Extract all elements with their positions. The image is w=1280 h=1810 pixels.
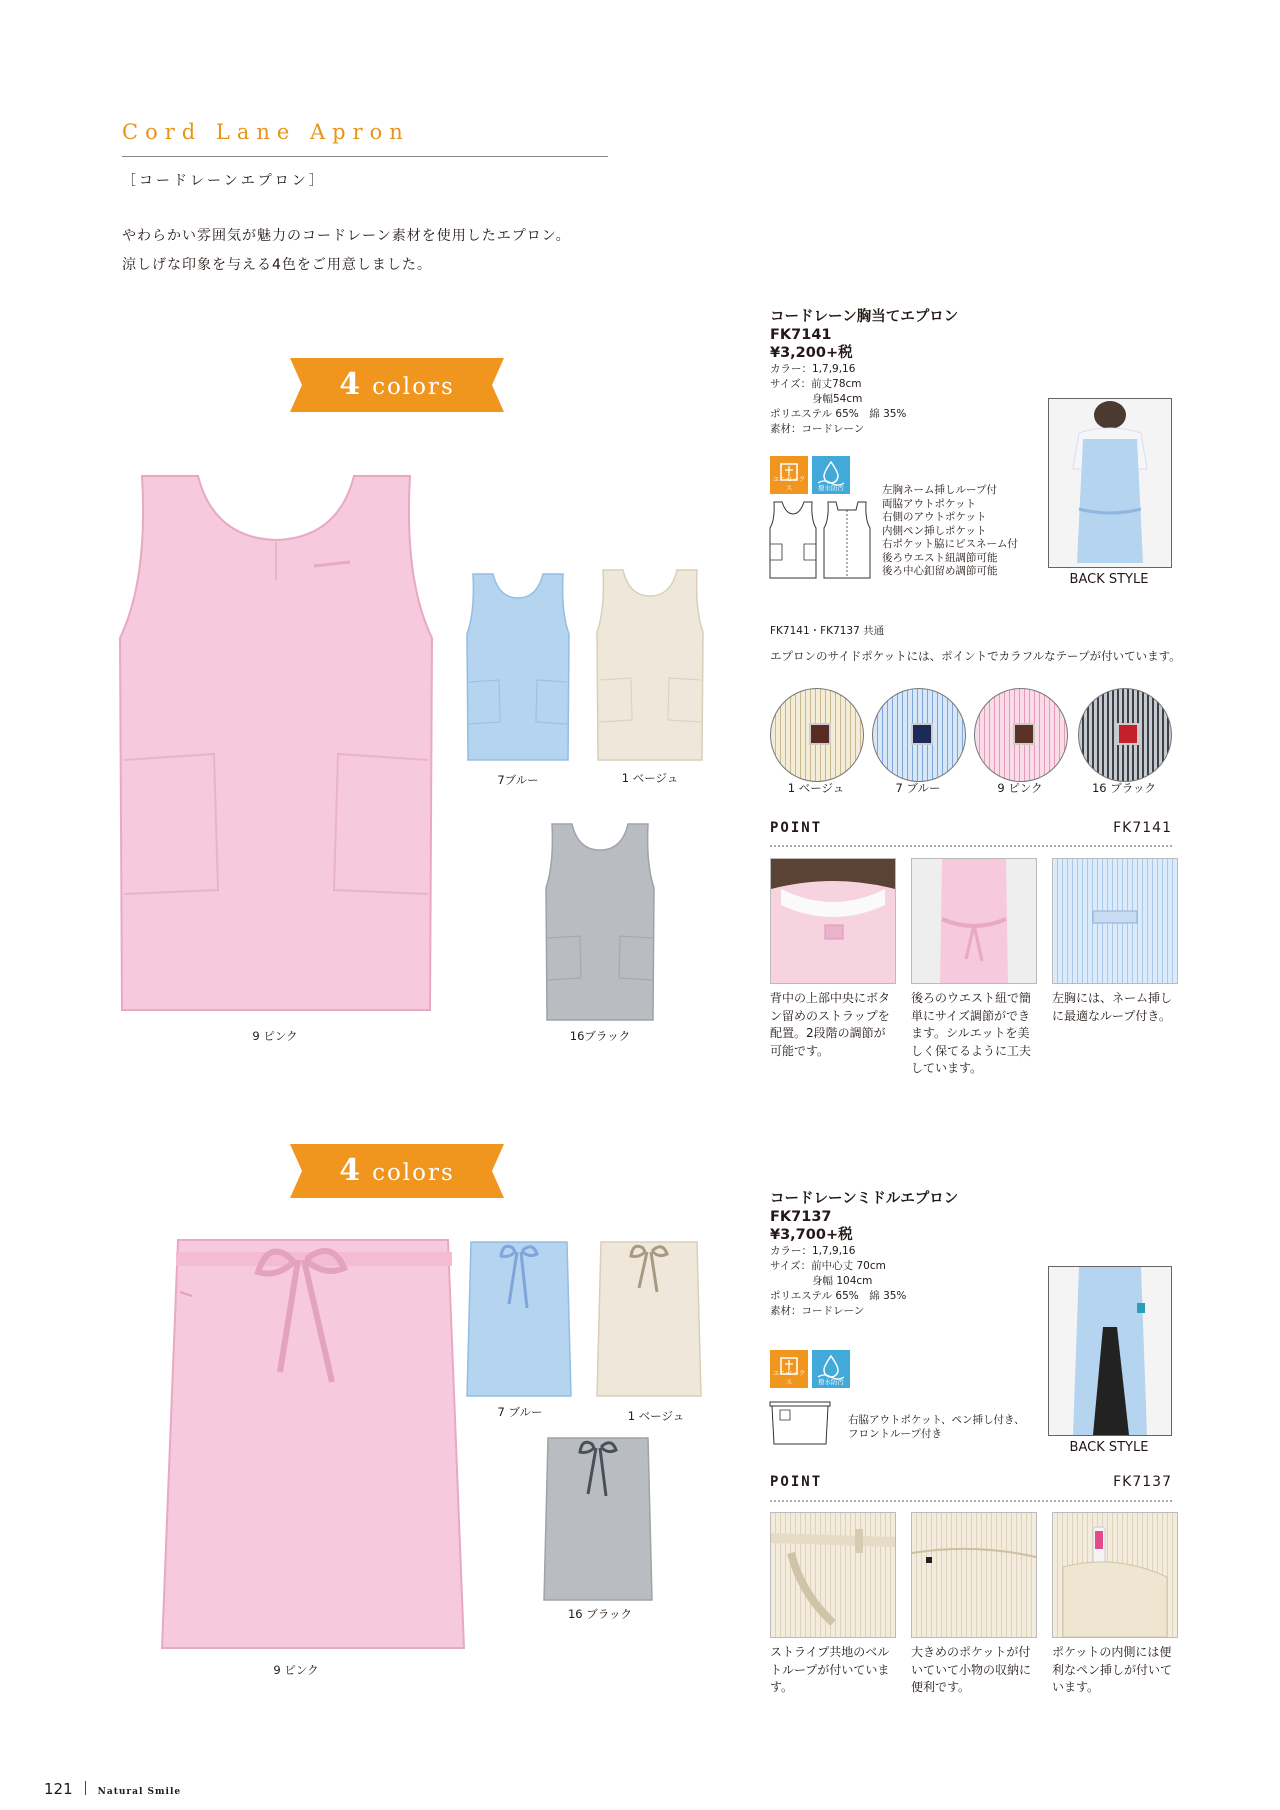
product-price: ¥3,200+税 (770, 345, 853, 361)
banner-number: 4 (339, 367, 363, 402)
water-repellent-icon: 撥水防汚 (812, 1350, 850, 1388)
product-name: コードレーン胸当てエプロン (770, 309, 959, 325)
swatch-label: 1 ベージュ (787, 781, 845, 795)
point-divider (770, 845, 1172, 847)
bib-apron-blue-image (465, 572, 571, 762)
page-subtitle: ［コードレーンエプロン］ (122, 173, 326, 189)
common-label: FK7141・FK7137 共通 (770, 625, 885, 637)
swatch-label: 9 ピンク (997, 781, 1043, 795)
product-info-fk7137 (770, 1190, 1010, 1319)
detail-photo-pen-slot (1052, 1512, 1178, 1638)
product-spec: ポリエステル 65% 綿 35% (770, 1290, 907, 1302)
product-spec: サイズ：前丈78cm (770, 378, 862, 390)
waist-apron-beige-image (595, 1238, 703, 1398)
detail-photo-waist-tie (911, 858, 1037, 984)
detail-photo-name-loop (1052, 858, 1178, 984)
feature-item: 内側ペン挿しポケット (882, 524, 987, 537)
back-style-photo (1048, 1266, 1172, 1436)
detail-text: 大きめのポケットが付いていて小物の収納に便利です。 (911, 1645, 1032, 1694)
banner-number: 4 (339, 1153, 363, 1188)
swatch-label: 7 ブルー (895, 781, 941, 795)
point-label: POINT (770, 820, 823, 836)
page-title: Cord Lane Apron (122, 120, 410, 144)
detail-text: ポケットの内側には便利なペン挿しが付いています。 (1052, 1645, 1173, 1694)
detail-text: 後ろのウエスト紐で簡単にサイズ調節ができます。シルエットを美しく保てるように工夫しています。 (911, 991, 1032, 1075)
caption-pink: 9 ピンク (273, 1663, 319, 1677)
point-code: FK7137 (1113, 1474, 1172, 1490)
feature-item: 右ポケット脇にピスネーム付 (882, 538, 1018, 550)
bib-apron-black-image (544, 822, 656, 1022)
banner-word: colors (372, 374, 455, 400)
bib-apron-pink-image (118, 470, 434, 1016)
page-number: 121 (44, 1780, 73, 1798)
water-repellent-icon: 撥水防汚 (812, 456, 850, 494)
product-spec: 身幅54cm (770, 393, 863, 405)
caption-blue: 7ブルー (497, 773, 539, 787)
waist-apron-pink-image (158, 1232, 468, 1652)
intro-line: やわらかい雰囲気が魅力のコードレーン素材を使用したエプロン。 (122, 228, 571, 244)
caption-beige: 1 ベージュ (627, 1409, 685, 1423)
feature-list (882, 484, 1042, 579)
detail-text: 背中の上部中央にボタン留めのストラップを配置。2段階の調節が可能です。 (770, 991, 891, 1058)
feature-item: 後ろウエスト紐調節可能 (882, 551, 998, 564)
product-price: ¥3,700+税 (770, 1227, 853, 1243)
point-label: POINT (770, 1474, 823, 1490)
product-spec: ポリエステル 65% 綿 35% (770, 408, 907, 420)
product-info-fk7141 (770, 308, 1000, 437)
waist-apron-sketch-icon (768, 1398, 832, 1446)
back-style-label: BACK STYLE (1069, 1440, 1149, 1455)
feature-item: 両脇アウトポケット (882, 497, 976, 510)
point-divider (770, 1500, 1172, 1502)
product-spec: カラー：1,7,9,16 (770, 1245, 856, 1257)
product-spec: 素材：コードレーン (770, 423, 865, 435)
back-style-photo (1048, 398, 1172, 568)
caption-black: 16ブラック (569, 1029, 631, 1043)
product-name: コードレーンミドルエプロン (770, 1191, 959, 1207)
caption-black: 16 ブラック (567, 1607, 633, 1621)
swatch-pink (974, 688, 1068, 782)
detail-photo-belt-loop (770, 1512, 896, 1638)
product-spec: カラー：1,7,9,16 (770, 363, 856, 375)
swatch-black (1078, 688, 1172, 782)
detail-photo-back-strap (770, 858, 896, 984)
detail-photo-pocket (911, 1512, 1037, 1638)
feature-item: 右脇アウトポケット、ペン挿し付き、 (848, 1414, 1025, 1426)
waist-apron-black-image (542, 1434, 654, 1602)
product-spec: サイズ：前中心丈 70cm (770, 1260, 886, 1272)
product-code: FK7137 (770, 1209, 832, 1225)
caption-blue: 7 ブルー (497, 1405, 543, 1419)
swatch-label: 16 ブラック (1091, 781, 1157, 795)
feature-list (848, 1414, 1038, 1441)
colors-banner (290, 1144, 504, 1198)
detail-text: ストライプ共地のベルトループが付いています。 (770, 1645, 890, 1694)
bib-apron-beige-image (595, 568, 705, 762)
swatch-blue (872, 688, 966, 782)
back-style-label: BACK STYLE (1069, 572, 1149, 587)
caption-beige: 1 ベージュ (621, 771, 679, 785)
banner-word: colors (372, 1160, 455, 1186)
apron-sketch-icon (766, 500, 876, 580)
feature-item: 左胸ネーム挿しループ付 (882, 484, 997, 496)
product-spec: 素材：コードレーン (770, 1305, 865, 1317)
point-code: FK7141 (1113, 820, 1172, 836)
feature-item: フロントループ付き (848, 1427, 942, 1440)
title-rule (122, 156, 608, 157)
common-text: エプロンのサイドポケットには、ポイントでカラフルなテープが付いています。 (770, 649, 1181, 663)
feature-item: 後ろ中心釦留め調節可能 (882, 565, 998, 577)
intro-line: 涼しげな印象を与える4色をご用意しました。 (122, 257, 432, 273)
intro-text (122, 222, 571, 280)
swatch-beige (770, 688, 864, 782)
feature-item: 右側のアウトポケット (882, 511, 987, 523)
brand-name: Natural Smile (97, 1787, 182, 1797)
caption-pink: 9 ピンク (252, 1029, 298, 1043)
product-spec: 身幅 104cm (770, 1275, 873, 1287)
unisex-icon: ユニセックス (770, 1350, 808, 1388)
detail-text: 左胸には、ネーム挿しに最適なループ付き。 (1052, 991, 1173, 1023)
waist-apron-blue-image (465, 1238, 573, 1398)
page-footer (44, 1780, 181, 1798)
product-code: FK7141 (770, 327, 832, 343)
colors-banner (290, 358, 504, 412)
unisex-icon: ユニセックス (770, 456, 808, 494)
